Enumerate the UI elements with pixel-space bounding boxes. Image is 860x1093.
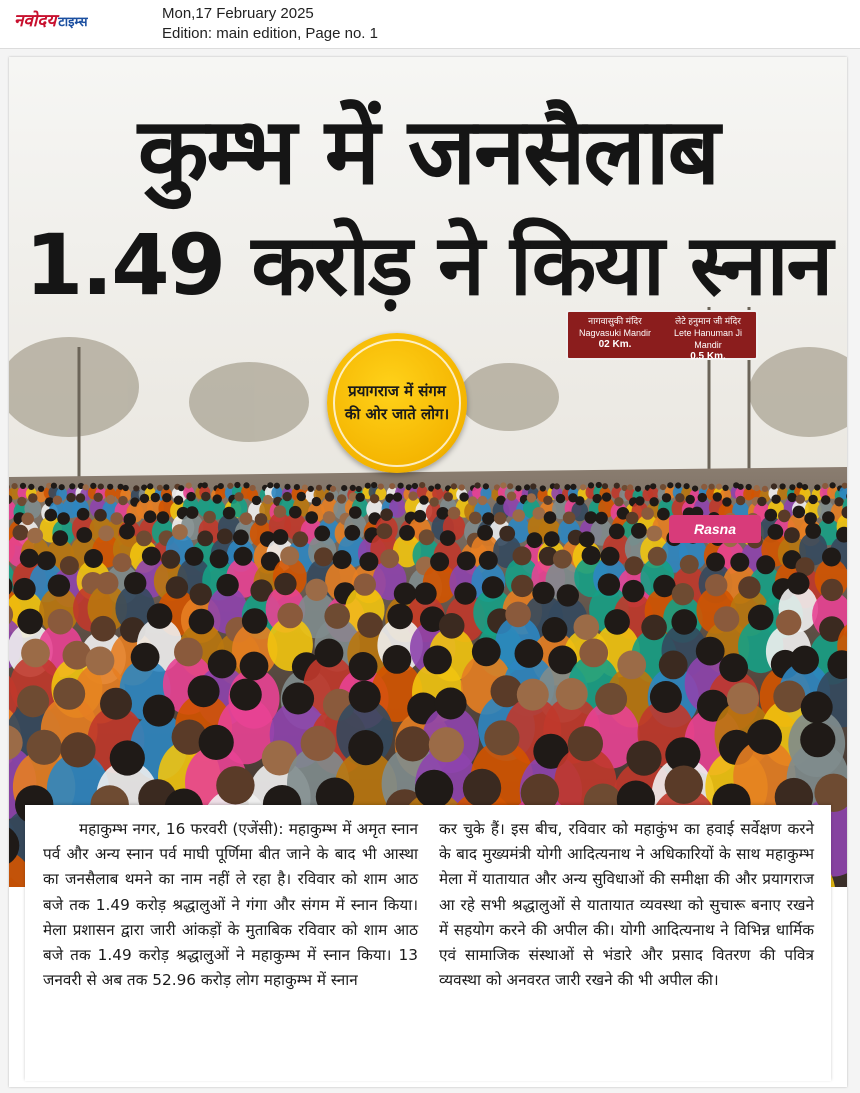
article-column-1: महाकुम्भ नगर, 16 फरवरी (एजेंसी): महाकुम्भ में अमृत स्नान पर्व और अन्य स्नान पर्व माघी पूर्णिमा बीत जाने के बाद भी आस्था का जनसैलाब थमने का नाम नहीं ले रहा है। रविवार को शाम आठ बजे तक 1.49 करोड़ श्रद्धालुओं ने गंगा और संगम में स्नान किया।मेला प्रशासन द्वारा जारी आंकड़ों के मुताबिक रविवार को शाम आठ बजे तक 1.49 करोड़ श्रद्धालुओं ने महाकुम्भ में स्नान किया। 13 जनवरी से अब तक 52.96 करोड़ लोग महाकुम्भ में स्नान bbox=[43, 820, 418, 990]
sign-left-english: Nagvasuki Mandir bbox=[578, 328, 652, 338]
edition-info bbox=[162, 4, 378, 44]
headline bbox=[9, 97, 847, 319]
sign-right-hindi: लेटे हनुमान जी मंदिर bbox=[675, 316, 741, 326]
article-body bbox=[25, 805, 831, 1081]
newspaper-page bbox=[9, 57, 847, 1087]
edition-page: Edition: main edition, Page no. 1 bbox=[162, 25, 378, 42]
headline-line-1: कुम्भ में जनसैलाब bbox=[137, 98, 719, 205]
sign-left-distance: 02 Km. bbox=[598, 339, 632, 350]
road-sign-right bbox=[664, 315, 752, 363]
shop-sign: Rasna bbox=[669, 515, 761, 543]
article-column-2: कर चुके हैं। इस बीच, रविवार को महाकुंभ का हवाई सर्वेक्षण करने के बाद मुख्यमंत्री योगी आदित्यनाथ ने अधिकारियों के साथ महाकुम्भ मेला में यातायात और अन्य सुविधाओं की समीक्षा की और प्रयागराज आ रहे सभी श्रद्धालुओं से यातायात व्यवस्था को सुचारू बनाए रखने में सहयोग करने की अपील की। योगी आदित्यनाथ ने विभिन्न धार्मिक एवं सामाजिक संस्थाओं से भंडारे और प्रसाद वितरण की पवित्र व्यवस्था को अनवरत जारी रखने की भी अपील की। bbox=[439, 820, 814, 990]
road-sign-left bbox=[572, 315, 658, 351]
photo-caption: प्रयागराज में संगम की ओर जाते लोग। bbox=[344, 382, 450, 423]
edition-date: Mon,17 February 2025 bbox=[162, 5, 314, 22]
top-bar bbox=[0, 0, 860, 49]
sign-right-distance: 0.5 Km. bbox=[690, 351, 726, 362]
sign-right-english: Lete Hanuman Ji Mandir bbox=[673, 328, 743, 350]
headline-line-2: 1.49 करोड़ ने किया स्नान bbox=[24, 216, 832, 314]
logo-primary-text: नवोदय bbox=[14, 11, 57, 31]
newspaper-logo[interactable] bbox=[14, 8, 138, 36]
sign-left-hindi: नागवासुकी मंदिर bbox=[588, 316, 642, 326]
photo-caption-badge bbox=[327, 333, 467, 473]
logo-secondary-text: टाइम्स bbox=[58, 15, 88, 30]
